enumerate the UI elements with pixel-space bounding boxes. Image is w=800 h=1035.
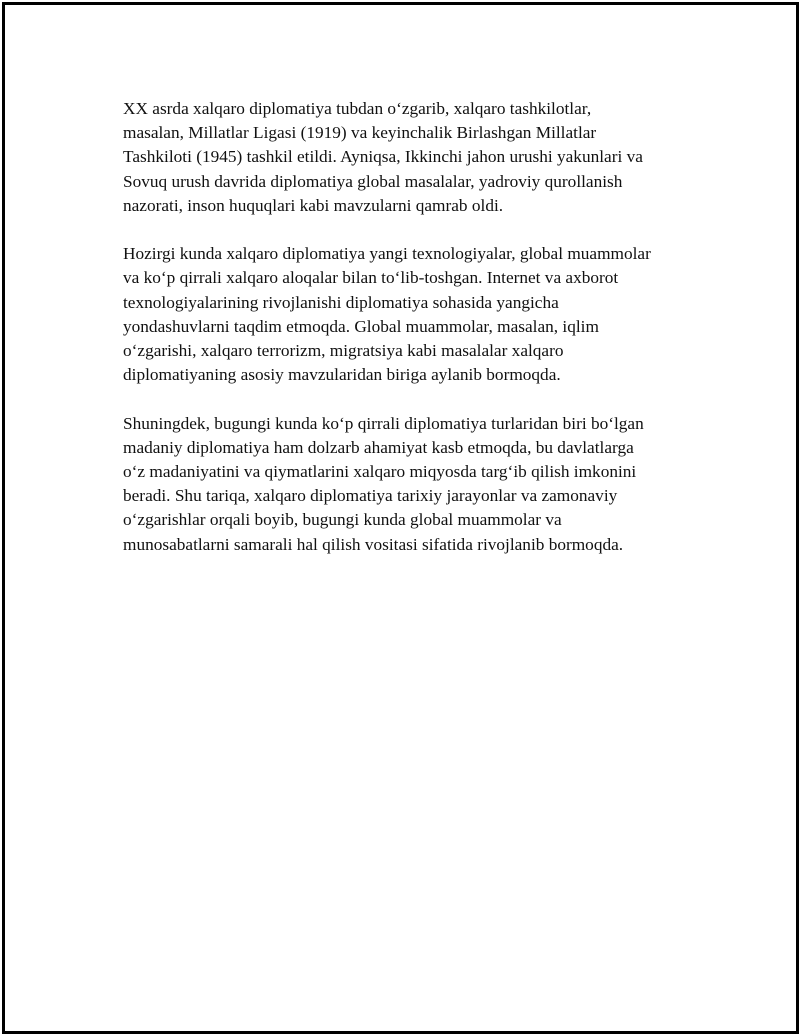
text-line: beradi. Shu tariqa, xalqaro diplomatiya tarixiy jarayonlar va zamonaviy — [123, 486, 618, 506]
text-line: masalan, Millatlar Ligasi (1919) va keyinchalik Birlashgan Millatlar — [123, 123, 597, 143]
text-line: Shuningdek, bugungi kunda ko‘p qirrali diplomatiya turlaridan biri bo‘lgan — [123, 413, 644, 433]
text-line: diplomatiyaning asosiy mavzularidan biriga aylanib bormoqda. — [123, 365, 561, 385]
text-line: madaniy diplomatiya ham dolzarb ahamiyat kasb etmoqda, bu davlatlarga — [123, 437, 634, 457]
text-line: o‘z madaniyatini va qiymatlarini xalqaro miqyosda targ‘ib qilish imkonini — [123, 462, 637, 482]
text-line: nazorati, inson huquqlari kabi mavzularni qamrab oldi. — [123, 195, 504, 215]
text-line: Hozirgi kunda xalqaro diplomatiya yangi texnologiyalar, global muammolar — [123, 244, 651, 264]
text-line: Sovuq urush davrida diplomatiya global masalalar, yadroviy qurollanish — [123, 171, 623, 191]
text-line: yondashuvlarni taqdim etmoqda. Global muammolar, masalan, iqlim — [123, 316, 599, 336]
text-line: o‘zgarishlar orqali boyib, bugungi kunda global muammolar va — [123, 510, 562, 530]
document-body — [123, 97, 701, 581]
text-line: Tashkiloti (1945) tashkil etildi. Ayniqsa, Ikkinchi jahon urushi yakunlari va — [123, 147, 643, 167]
text-line: va ko‘p qirrali xalqaro aloqalar bilan to‘lib-toshgan. Internet va axborot — [123, 268, 619, 288]
text-line: munosabatlarni samarali hal qilish vositasi sifatida rivojlanib bormoqda. — [123, 534, 624, 554]
paragraph-1 — [123, 97, 701, 218]
text-line: XX asrda xalqaro diplomatiya tubdan o‘zgarib, xalqaro tashkilotlar, — [123, 99, 592, 118]
text-line: o‘zgarishi, xalqaro terrorizm, migratsiya kabi masalalar xalqaro — [123, 341, 564, 361]
paragraph-2 — [123, 242, 701, 387]
text-line: texnologiyalarining rivojlanishi diplomatiya sohasida yangicha — [123, 292, 559, 312]
page-frame — [2, 2, 799, 1034]
paragraph-3 — [123, 412, 701, 557]
